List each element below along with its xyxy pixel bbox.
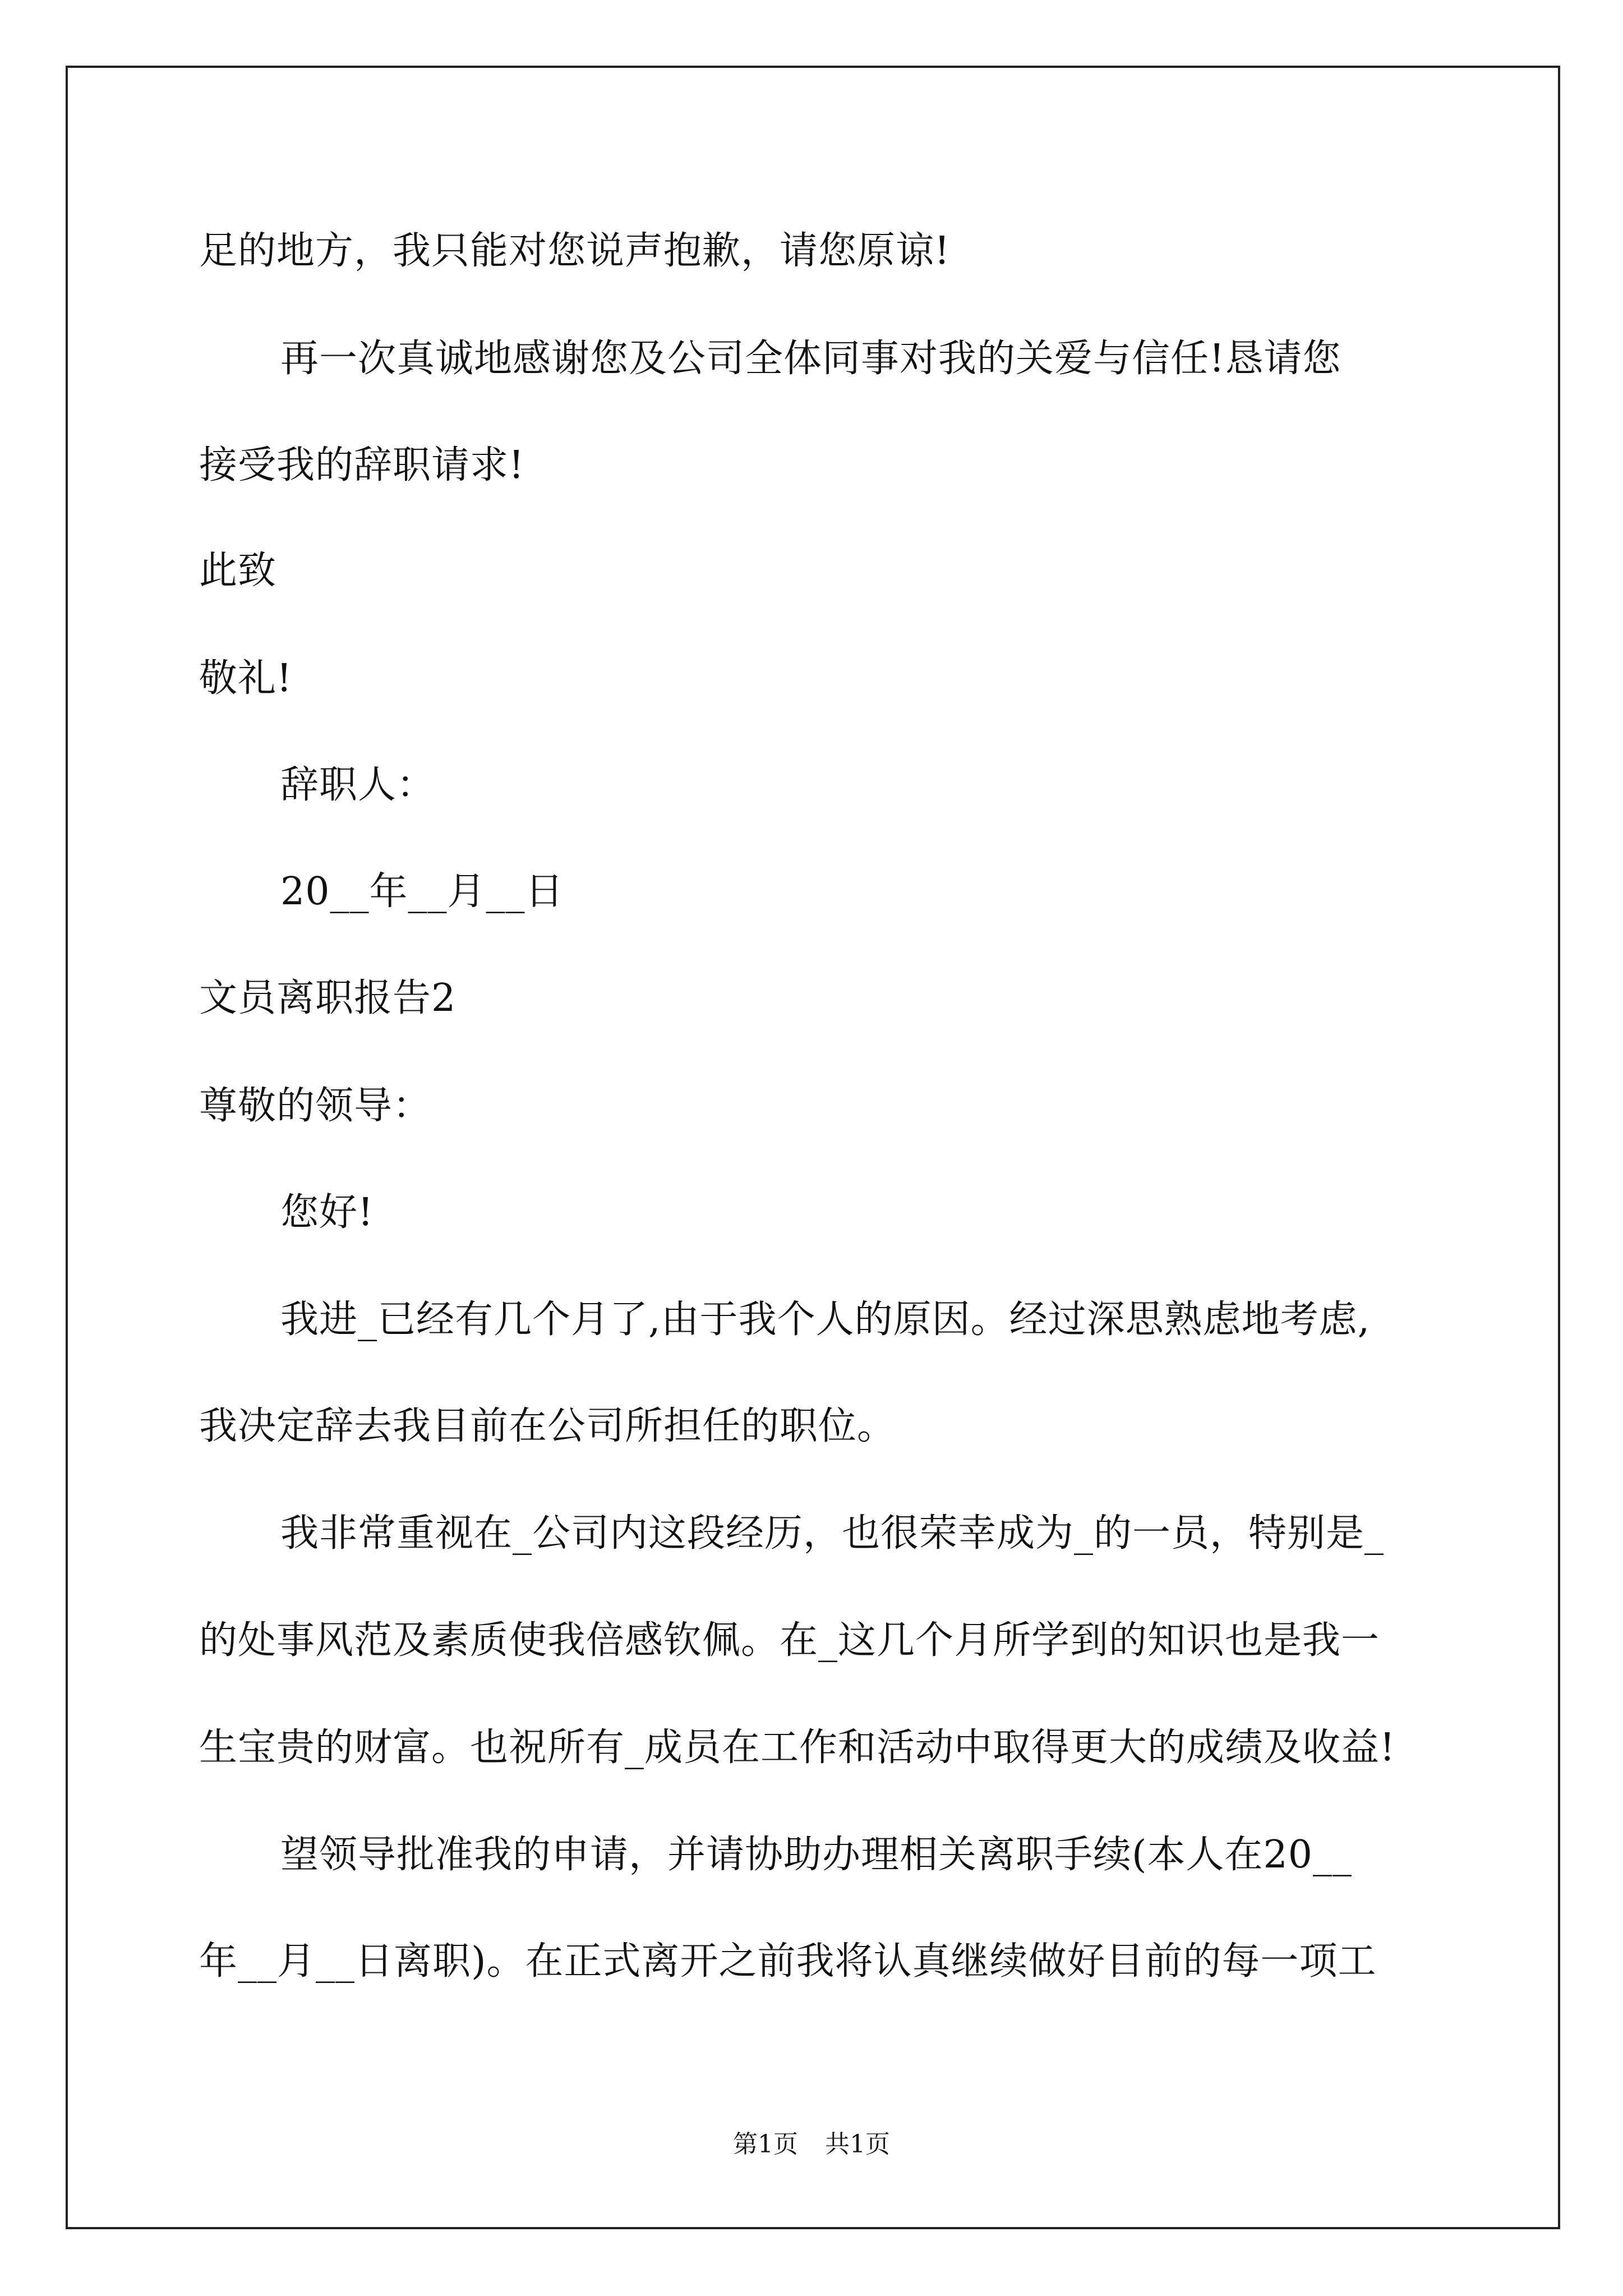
text-line: 我进_已经有几个月了,由于我个人的原因。经过深思熟虑地考虑, bbox=[280, 1297, 1371, 1342]
text-line: 望领导批准我的申请，并请协助办理相关离职手续(本人在20__ bbox=[280, 1833, 1353, 1877]
page-number: 第1页 bbox=[733, 2130, 798, 2159]
text-line: 年__月__日离职)。在正式离开之前我将认真继续做好目前的每一项工 bbox=[199, 1939, 1377, 1984]
addressee-line: 尊敬的领导： bbox=[199, 1084, 432, 1128]
text-line: 再一次真诚地感谢您及公司全体同事对我的关爱与信任!恳请您 bbox=[280, 337, 1341, 381]
greeting-line: 您好! bbox=[280, 1190, 374, 1235]
salutation-line: 敬礼! bbox=[199, 656, 293, 701]
salutation-line: 此致 bbox=[199, 549, 277, 593]
signature-label: 辞职人： bbox=[280, 763, 436, 807]
text-line: 接受我的辞职请求! bbox=[199, 443, 525, 487]
text-line: 我非常重视在_公司内这段经历，也很荣幸成为_的一员，特别是_ bbox=[280, 1511, 1385, 1556]
text-line: 的处事风范及素质使我倍感钦佩。在_这几个月所学到的知识也是我一 bbox=[199, 1618, 1380, 1663]
text-line: 生宝贵的财富。也祝所有_成员在工作和活动中取得更大的成绩及收益! bbox=[199, 1726, 1396, 1770]
text-line: 足的地方，我只能对您说声抱歉，请您原谅! bbox=[199, 229, 951, 273]
date-line: 20__年__月__日 bbox=[280, 869, 564, 914]
page-border bbox=[66, 66, 1560, 2229]
text-line: 我决定辞去我目前在公司所担任的职位。 bbox=[199, 1404, 896, 1448]
section-title: 文员离职报告2 bbox=[199, 976, 457, 1020]
page-footer bbox=[0, 2129, 1623, 2160]
page-total: 共1页 bbox=[825, 2130, 890, 2159]
